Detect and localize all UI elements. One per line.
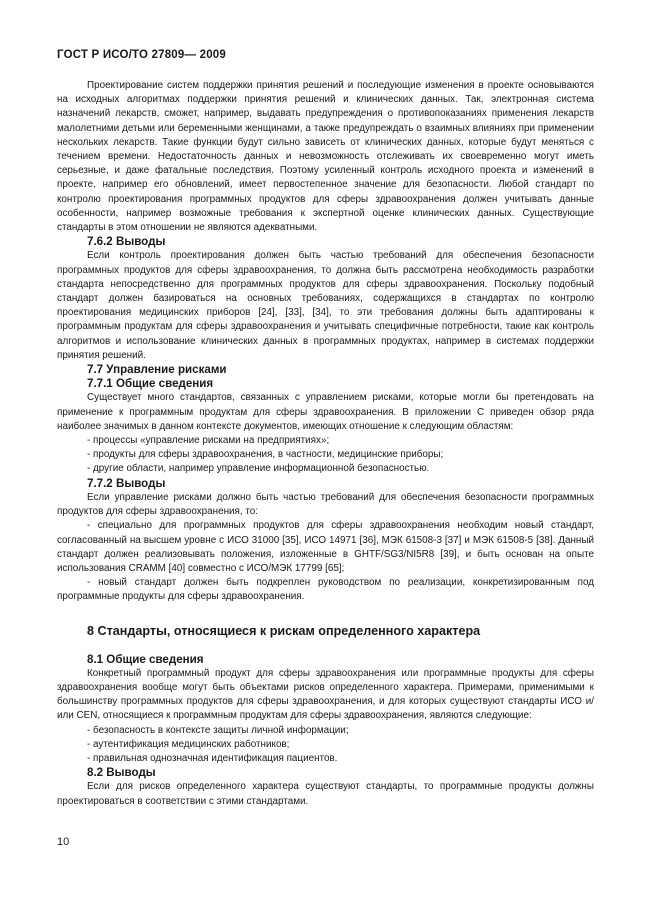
document-header: ГОСТ Р ИСО/ТО 27809— 2009	[57, 49, 226, 61]
list-item: - безопасность в контексте защиты личной информации;	[87, 724, 349, 736]
list-item: - специально для программных продуктов для сферы здравоохранения необходим новый стандарт, согласованный на высшем уровне с ИСО 31000 [35], ИСО 14971 [36], МЭК 61508-3 [37] и МЭК 61508-5 [38]. Данный стандарт должен реализовывать положения, изложенные в GHTF/SG3/NI5R8 [39], и быть основан на опыте использования CRAMM [40] совместно с ИСО/МЭК 17799 [65];	[57, 520, 594, 574]
paragraph: Если управление рисками должно быть частью требований для обеспечения безопасности программных продуктов для сферы здравоохранения, то:	[57, 491, 594, 518]
section-heading: 8.2 Выводы	[87, 767, 156, 780]
paragraph: Проектирование систем поддержки принятия решений и последующие изменения в проекте основываются на исходных алгоритмах поддержки принятия решений и клинических данных. Так, электронная система назначений лекарств, сможет, например, выдавать предупреждения о противопоказаниях применения лекарств малолетними детьми или беременными женщинами, а также предупреждать о взаимных влияниях при применении нескольких лекарств. Такие функции будут сильно зависеть от клинических данных, которые будут меняться с течением времени. Недостаточность данных и невозможность отслеживать их своевременно могут иметь серьезные, и даже фатальные последствия. Поэтому усиленный контроль исходного проекта и изменений в проекте, например его обновлений, имеет первостепенное значение для безопасности. Любой стандарт по контролю проектирования программных продуктов для сферы здравоохранения должен учитывать данные особенности, например возможные требования к экспертной оценке клинических данных. Существующие стандарты в этом отношении не являются адекватными.	[57, 80, 594, 234]
section-heading: 7.7.2 Выводы	[87, 477, 166, 490]
paragraph: Если контроль проектирования должен быть частью требований для обеспечения безопасности программных продуктов для сферы здравоохранения, то должна быть рассмотрена необходимость разработки стандарта непосредственно для программных продуктов для сферы здравоохранения. Поскольку подобный стандарт должен базироваться на основных требованиях, содержащихся в стандартах по контролю проектирования медицинских приборов [24], [33], [34], то эти требования должны быть адаптированы к программным продуктам для сферы здравоохранения и учитывать специфичные потребности, такие как контроль алгоритмов и использование клинических данных в программных продуктах, например в системах поддержки принятия решений.	[57, 250, 594, 361]
paragraph: Если для рисков определенного характера существуют стандарты, то программные продукты должны проектироваться в соответствии с этими стандартами.	[57, 781, 594, 807]
section-heading: 7.7 Управление рисками	[87, 364, 227, 377]
list-item: - правильная однозначная идентификация пациентов.	[87, 752, 338, 764]
list-item: - продукты для сферы здравоохранения, в частности, медицинские приборы;	[87, 449, 444, 461]
section-heading: 8.1 Общие сведения	[87, 653, 204, 666]
document-body	[57, 79, 594, 809]
section-heading: 7.6.2 Выводы	[87, 236, 166, 249]
section-heading: 7.7.1 Общие сведения	[87, 378, 214, 391]
list-item: - процессы «управление рисками на предприятиях»;	[87, 435, 330, 447]
page-number: 10	[57, 836, 70, 848]
list-item: - аутентификация медицинских работников;	[87, 738, 290, 750]
chapter-heading: 8 Стандарты, относящиеся к рискам определенного характера	[87, 623, 481, 638]
list-item: - новый стандарт должен быть подкреплен руководством по реализации, конкретизированным под программные продукты для сферы здравоохранения.	[57, 577, 594, 603]
paragraph: Существует много стандартов, связанных с управлением рисками, которые могли бы претендовать на применение к программным продуктам для сферы здравоохранения. В приложении С приведен обзор ряда наиболее значимых в данном контексте документов, имеющих отношение к следующим областям:	[57, 392, 594, 432]
list-item: - другие области, например управление информационной безопасностью.	[87, 463, 430, 475]
paragraph: Конкретный программный продукт для сферы здравоохранения или программные продукты для сферы здравоохранения вообще могут быть объектами рисков определенного характера. Примерами, применимыми к большинству программных продуктов для сферы здравоохранения, и для которых существуют стандарты ИСО и/или CEN, относящиеся к программным продуктам для сферы здравоохранения, являются следующие:	[57, 667, 594, 722]
